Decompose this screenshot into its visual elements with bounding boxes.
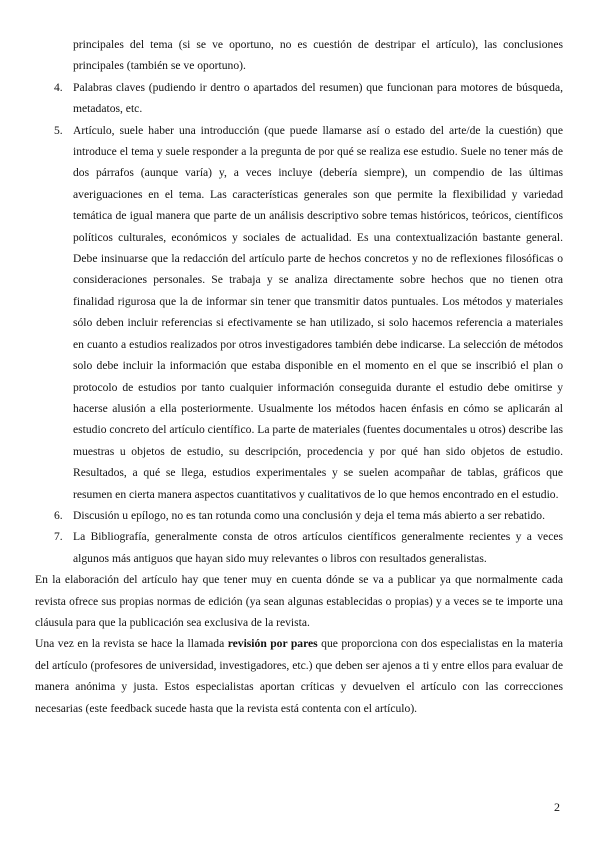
list-item-text: Discusión u epílogo, no es tan rotunda como una conclusión y deja el tema más abierto a ser rebatido. (73, 508, 545, 522)
list-item-number: 4. (54, 80, 63, 94)
list-item-number: 5. (54, 123, 63, 137)
peer-review-term: revisión por pares (227, 637, 318, 651)
list-item-text: La Bibliografía, generalmente consta de otros artículos científicos generalmente recientes y a veces algunos más antiguos que hayan sido muy relevantes o libros con resultados generalistas. (73, 530, 563, 565)
list-item-text: Palabras claves (pudiendo ir dentro o apartados del resumen) que funcionan para motores de búsqueda, metadatos, etc. (73, 80, 563, 116)
peer-review-intro: Una vez en la revista se hace la llamada (35, 637, 228, 651)
list-item-number: 6. (54, 508, 63, 522)
peer-review-rest: que proporciona con dos especialistas en la materia del artículo (profesores de universidad, investigadores, etc.) que deben ser ajenos a ti y entre ellos para evaluar de manera anónima y justa. Estos especialistas aportan críticas y devuelven el artículo con las correcciones necesarias (este feedback sucede hasta que la revista está contenta con el artículo). (35, 637, 563, 715)
list-item (35, 526, 563, 569)
list-item (35, 120, 563, 505)
page-number: 2 (554, 800, 560, 814)
body-text (35, 34, 563, 719)
list-item (35, 77, 563, 120)
paragraph-publication: En la elaboración del artículo hay que tener muy en cuenta dónde se va a publicar ya que normalmente cada revista ofrece sus propias normas de edición (ya sean algunas establecidas o propias) y a veces se te importe una cláusula para que la publicación sea exclusiva de la revista. (35, 573, 563, 629)
list-item-number: 7. (54, 530, 63, 544)
list-item-text: Artículo, suele haber una introducción (que puede llamarse así o estado del arte/de la cuestión) que introduce el tema y suele responder a la pregunta de por qué se realiza ese estudio. Suele no tener más de dos párrafos (aunque varía) y, a veces incluye (debería siempre), un compendio de las últimas averiguaciones en el tema. Las características generales son que permite la flexibilidad y variedad temática de igual manera que parte de un análisis descriptivo sobre temas históricos, teóricos, científicos políticos culturales, económicos y sociales de actualidad. Es una contextualización bastante general. Debe insinuarse que la redacción del artículo parte de hechos concretos y no de reflexiones filosóficas o consideraciones personales. Se trabaja y se analiza directamente sobre hechos que no tienen otra finalidad rigurosa que la de informar sin tener que transmitir datos puntuales. Los métodos y materiales sólo deben incluir referencias si efectivamente se han utilizado, si solo hacemos referencia a materiales en cuanto a estudios realizados por otros investigadores también debe indicarse. La selección de métodos solo debe incluir la información que estaba disponible en el momento en el que se inscribió el plan o protocolo de estudios por tanto cualquier información conseguida durante el estudio debe omitirse y hacerse alusión a ella posteriormente. Usualmente los métodos hacen énfasis en cómo se aplicarán al estudio concreto del artículo científico. La parte de materiales (fuentes documentales u otros) describe las muestras u objetos de estudio, su descripción, procedencia y por qué han sido objetos de estudio. Resultados, a qué se llega, estudios experimentales y se suelen acompañar de tablas, gráficos que resumen en cierta manera aspectos cuantitativos y cualitativos de lo que hemos encontrado en el estudio. (73, 123, 563, 501)
paragraph-peer-review (35, 633, 563, 719)
list-item (35, 505, 563, 526)
numbered-list (35, 77, 563, 569)
list-continuation: principales del tema (si se ve oportuno, no es cuestión de destripar el artículo), las conclusiones principales (también se ve oportuno). (73, 38, 563, 73)
